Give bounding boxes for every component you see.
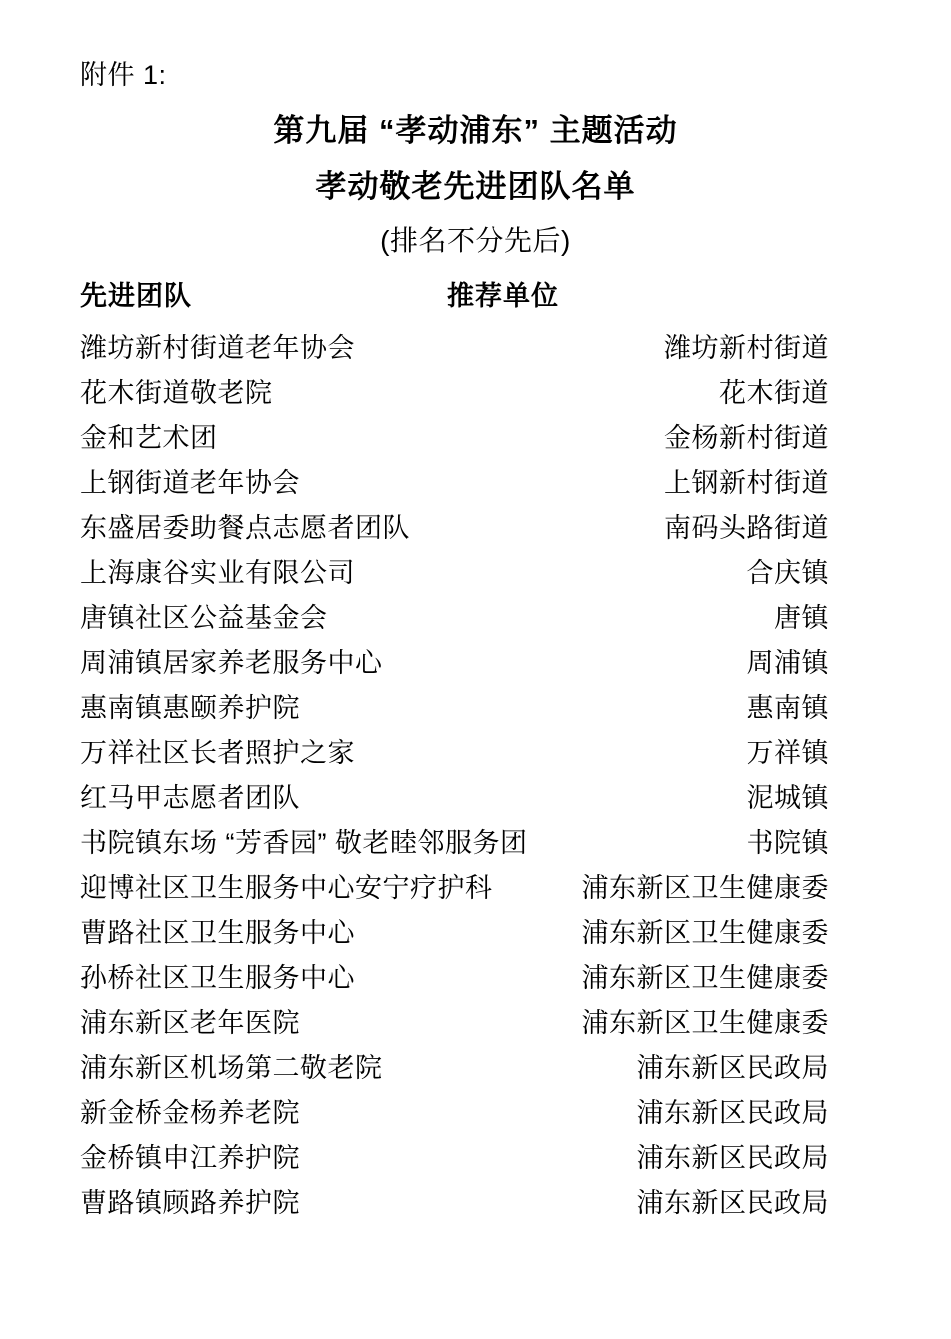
recommending-unit: 浦东新区卫生健康委	[581, 873, 829, 903]
recommending-unit: 南码头路街道	[664, 513, 829, 543]
table-row	[0, 1001, 951, 1046]
table-row	[0, 596, 951, 641]
attachment-label: 附件 1:	[80, 60, 167, 90]
table-row	[0, 1181, 951, 1226]
team-name: 唐镇社区公益基金会	[80, 603, 328, 633]
column-headers	[0, 274, 951, 311]
recommending-unit: 浦东新区卫生健康委	[581, 963, 829, 993]
team-name: 花木街道敬老院	[80, 378, 273, 408]
table-row	[0, 1046, 951, 1091]
recommending-unit: 泥城镇	[746, 783, 829, 813]
table-row	[0, 371, 951, 416]
table-row	[0, 506, 951, 551]
table-row	[0, 731, 951, 776]
recommending-unit: 唐镇	[774, 603, 829, 633]
table-row	[0, 461, 951, 506]
recommending-unit: 合庆镇	[746, 558, 829, 588]
table-row	[0, 1091, 951, 1136]
team-name: 金桥镇申江养护院	[80, 1143, 300, 1173]
table-row	[0, 866, 951, 911]
table-row	[0, 911, 951, 956]
team-name: 东盛居委助餐点志愿者团队	[80, 513, 410, 543]
recommending-unit: 惠南镇	[746, 693, 829, 723]
table-row	[0, 821, 951, 866]
title-block	[0, 103, 951, 267]
team-name: 上海康谷实业有限公司	[80, 558, 355, 588]
recommending-unit: 浦东新区民政局	[636, 1098, 829, 1128]
document-title-line-1: 第九届 “孝动浦东” 主题活动	[273, 113, 678, 148]
recommending-unit: 金杨新村街道	[664, 423, 829, 453]
team-name: 曹路社区卫生服务中心	[80, 918, 355, 948]
table-row	[0, 956, 951, 1001]
table-row	[0, 641, 951, 686]
team-name: 周浦镇居家养老服务中心	[80, 648, 383, 678]
table-row	[0, 416, 951, 461]
recommending-unit: 浦东新区民政局	[636, 1143, 829, 1173]
team-name: 上钢街道老年协会	[80, 468, 300, 498]
team-name: 潍坊新村街道老年协会	[80, 333, 355, 363]
team-name: 金和艺术团	[80, 423, 218, 453]
document-subtitle: (排名不分先后)	[380, 225, 571, 256]
table-row	[0, 551, 951, 596]
document-title-line-2: 孝动敬老先进团队名单	[315, 169, 636, 204]
recommending-unit: 潍坊新村街道	[664, 333, 829, 363]
recommending-unit: 浦东新区民政局	[636, 1053, 829, 1083]
team-name: 迎博社区卫生服务中心安宁疗护科	[80, 873, 493, 903]
table-row	[0, 1136, 951, 1181]
team-name: 新金桥金杨养老院	[80, 1098, 300, 1128]
recommending-unit: 万祥镇	[746, 738, 829, 768]
column-header-unit: 推荐单位	[447, 281, 559, 311]
table-row	[0, 326, 951, 371]
table-row	[0, 776, 951, 821]
recommending-unit: 上钢新村街道	[664, 468, 829, 498]
recommending-unit: 浦东新区卫生健康委	[581, 1008, 829, 1038]
team-name: 浦东新区机场第二敬老院	[80, 1053, 383, 1083]
recommending-unit: 书院镇	[746, 828, 829, 858]
team-list	[0, 326, 951, 1226]
team-name: 书院镇东场 “芳香园” 敬老睦邻服务团	[80, 828, 528, 858]
team-name: 浦东新区老年医院	[80, 1008, 300, 1038]
team-name: 惠南镇惠颐养护院	[80, 693, 300, 723]
recommending-unit: 浦东新区民政局	[636, 1188, 829, 1218]
team-name: 曹路镇顾路养护院	[80, 1188, 300, 1218]
team-name: 孙桥社区卫生服务中心	[80, 963, 355, 993]
recommending-unit: 周浦镇	[746, 648, 829, 678]
table-row	[0, 686, 951, 731]
team-name: 红马甲志愿者团队	[80, 783, 300, 813]
recommending-unit: 浦东新区卫生健康委	[581, 918, 829, 948]
recommending-unit: 花木街道	[719, 378, 829, 408]
column-header-team: 先进团队	[80, 281, 192, 311]
team-name: 万祥社区长者照护之家	[80, 738, 355, 768]
